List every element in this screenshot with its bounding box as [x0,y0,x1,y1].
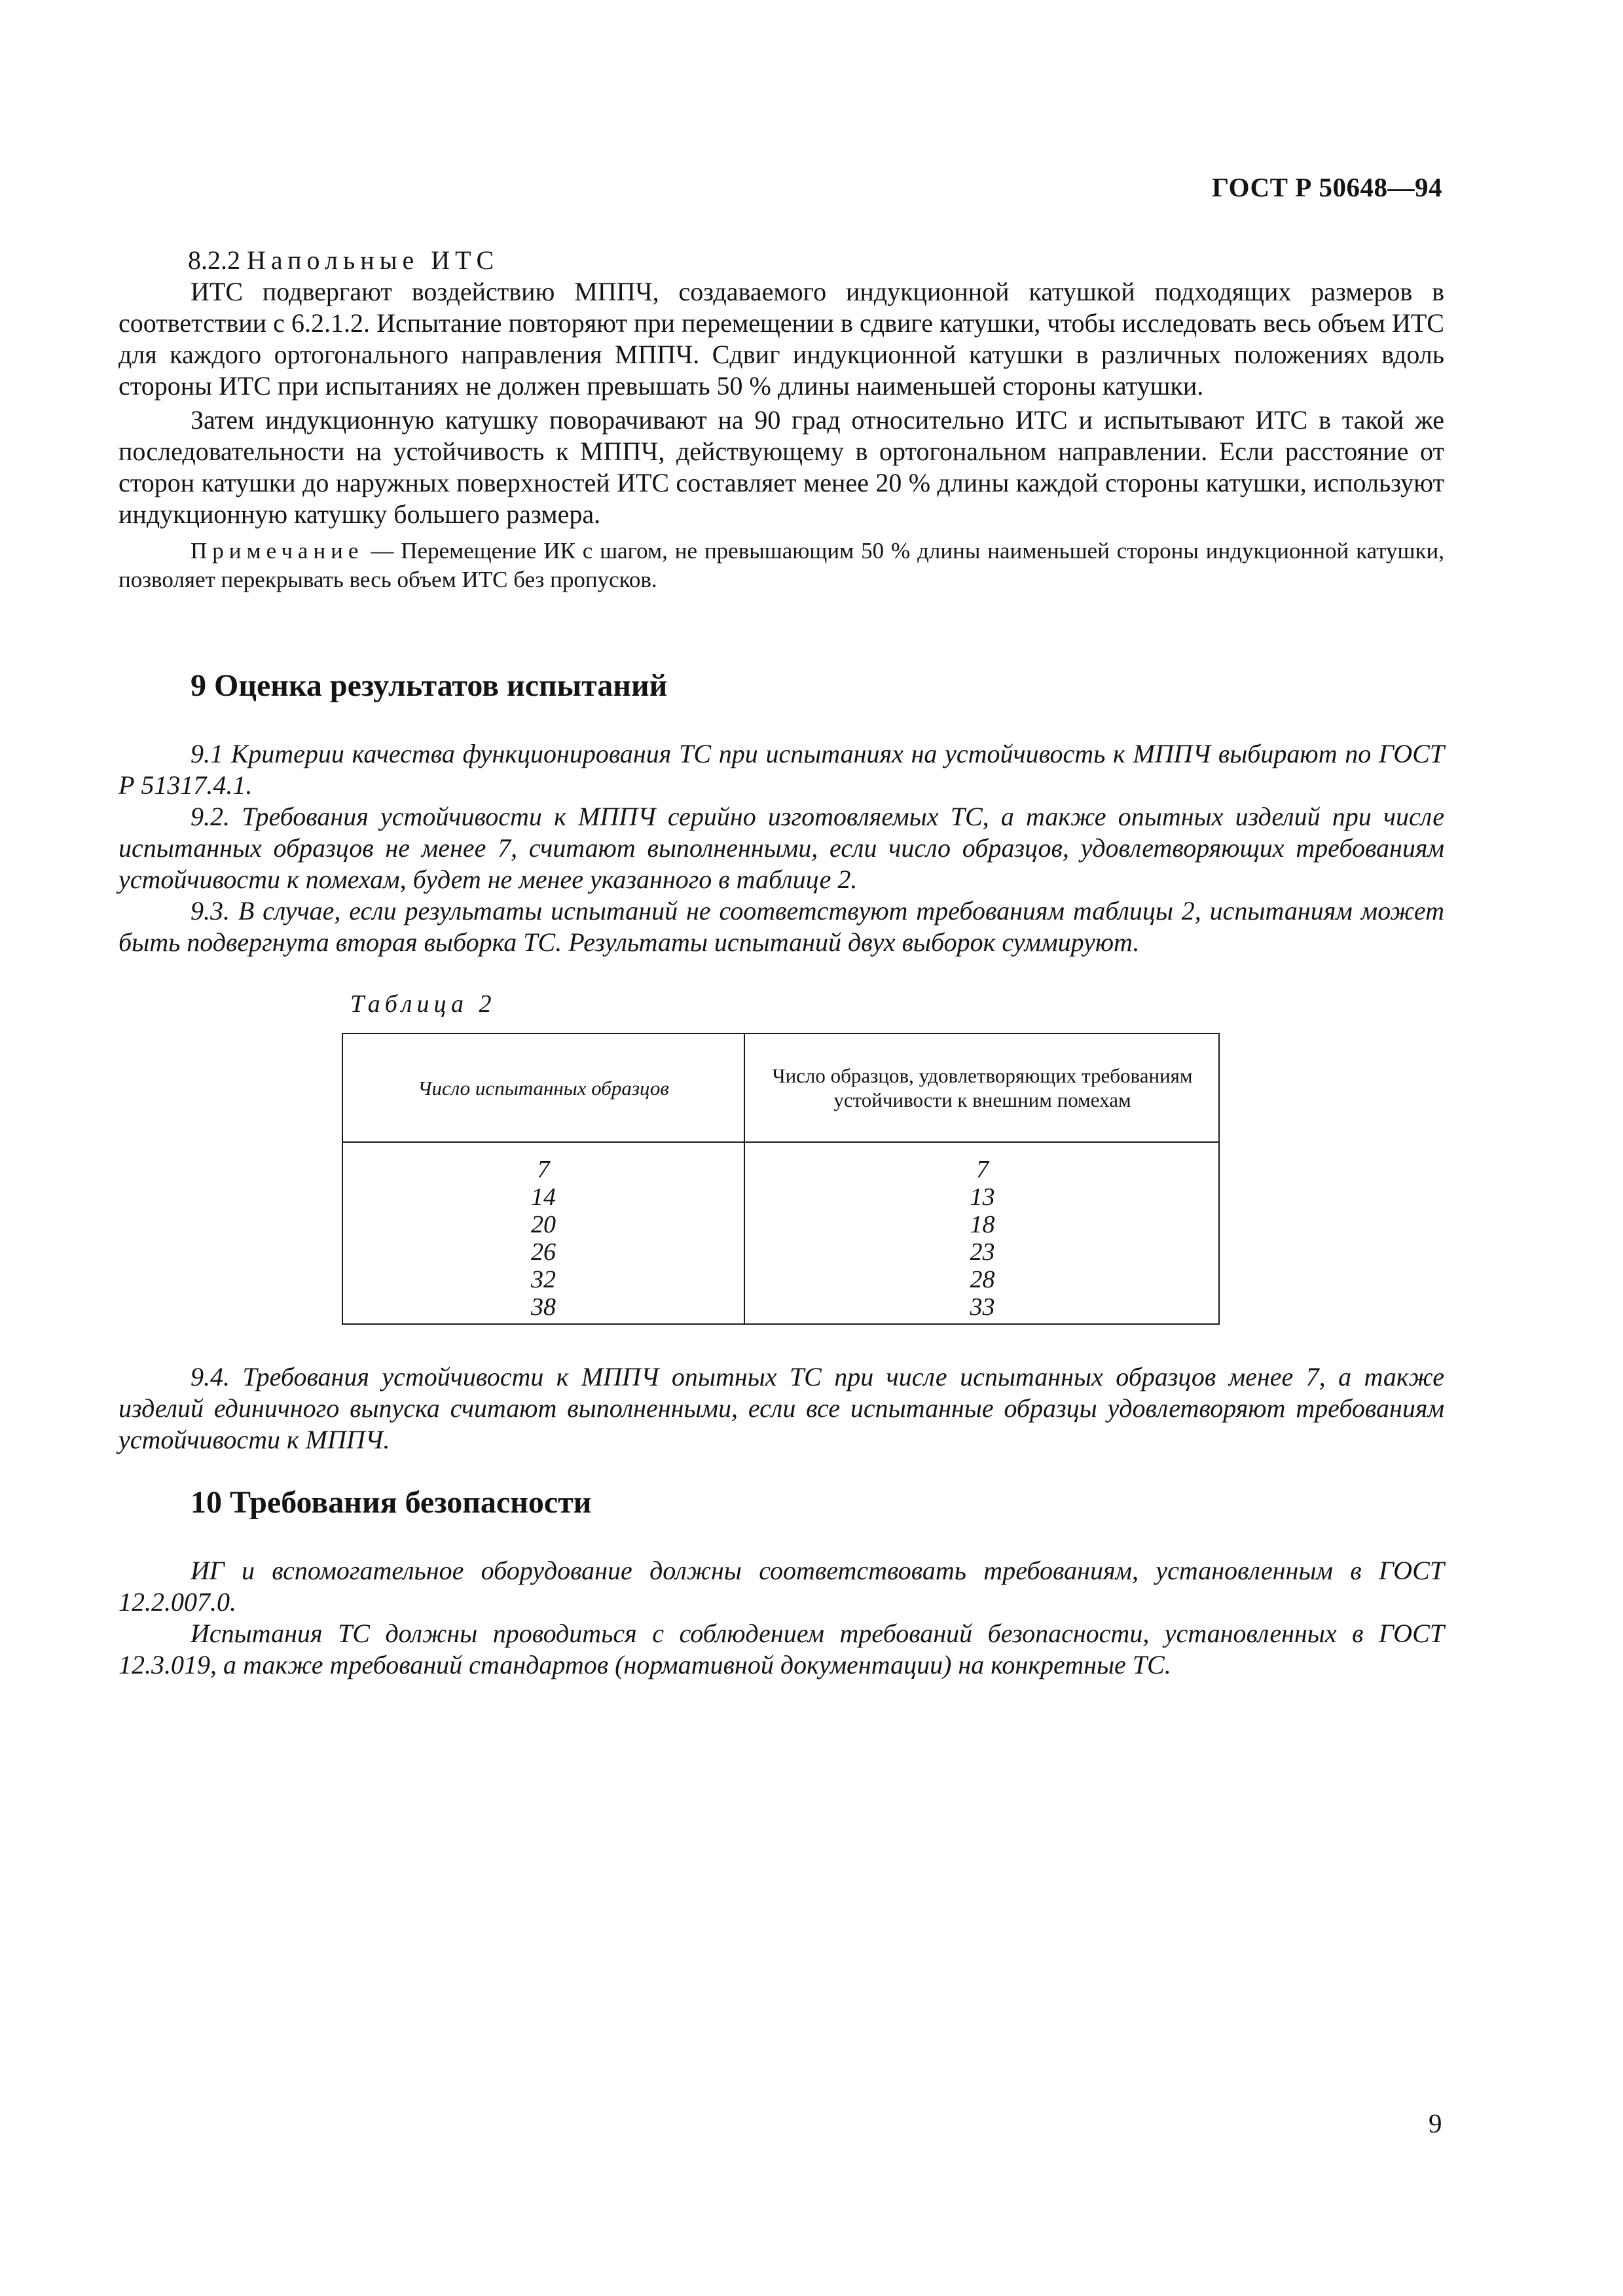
paragraph-8-2-2-2: Затем индукционную катушку поворачивают на 90 град относительно ИТС и испытывают ИТС в такой же последовательности на устойчивость к МППЧ, действующему в ортогональном направлении. Если расстояние от сторон катушки до наружных поверхностей ИТС составляет менее 20 % длины каждой стороны катушки, используют индукционную катушку большего размера. [119,405,1444,529]
table-cell: 13 [970,1183,995,1211]
table-header-passing-samples: Число образцов, удовлетворяющих требованиям устойчивости к внешним помехам [772,1064,1193,1111]
note [119,537,1444,594]
section-10-body [119,1555,1444,1681]
table-cell: 14 [531,1183,556,1211]
table-cell: 32 [531,1266,556,1293]
table-cell: 20 [531,1211,556,1238]
table-cell: 7 [976,1156,989,1183]
subsection-title: Напольные ИТС [247,245,500,275]
table-cell: 38 [531,1293,556,1321]
section-8-2-2 [119,245,1444,594]
paragraph-9-4: 9.4. Требования устойчивости к МППЧ опытных ТС при числе испытанных образцов менее 7, а также изделий единичного выпуска считают выполненными, если все испытанные образцы удовлетворяют требованиям устойчивости к МППЧ. [119,1362,1444,1454]
note-text: — Перемещение ИК с шагом, не превышающим 50 % длины наименьшей стороны индукционной катушки, позволяет перекрывать весь объем ИТС без пропусков. [119,538,1444,592]
table-cell: 7 [537,1156,550,1183]
table-cell: 28 [970,1266,995,1293]
table-header-tested-samples: Число испытанных образцов [418,1076,669,1100]
subsection-title-line [119,245,1444,276]
section-10-heading: 10 Требования безопасности [191,1485,592,1520]
document-code: ГОСТ Р 50648—94 [1212,172,1442,202]
section-9-body [119,738,1444,958]
table-cell: 33 [970,1293,995,1321]
table-caption: Таблица 2 [350,990,496,1018]
paragraph-10-2: Испытания ТС должны проводиться с соблюдением требований безопасности, установленных в ГОСТ 12.3.019, а также требований стандартов (нормативной документации) на конкретные ТС. [119,1619,1444,1679]
table-cell: 23 [970,1238,995,1266]
page-number: 9 [1429,2108,1442,2138]
table-cell: 26 [531,1238,556,1266]
section-9-4 [119,1361,1444,1456]
paragraph-10-1: ИГ и вспомогательное оборудование должны соответствовать требованиям, установленным в ГОСТ 12.2.007.0. [119,1556,1444,1617]
subsection-number: 8.2.2 [188,245,240,275]
paragraph-8-2-2-1: ИТС подвергают воздействию МППЧ, создаваемого индукционной катушкой подходящих размеров в соответствии с 6.2.1.2. Испытание повторяют при перемещении в сдвиге катушки, чтобы исследовать весь объем ИТС для каждого ортогонального направления МППЧ. Сдвиг индукционной катушки в различных положениях вдоль стороны ИТС при испытаниях не должен превышать 50 % длины наименьшей стороны катушки. [119,277,1444,401]
table-column-passing [745,1156,1220,1321]
note-label: Примечание [191,538,364,564]
table-column-tested [343,1156,744,1321]
table-cell: 18 [970,1211,995,1238]
paragraph-9-3: 9.3. В случае, если результаты испытаний не соответствуют требованиям таблицы 2, испытаниям может быть подвергнута вторая выборка ТС. Результаты испытаний двух выборок суммируют. [119,896,1444,957]
table-2 [342,1033,1220,1325]
paragraph-9-1: 9.1 Критерии качества функционирования ТС при испытаниях на устойчивость к МППЧ выбирают по ГОСТ Р 51317.4.1. [119,739,1444,800]
section-9-heading: 9 Оценка результатов испытаний [191,668,668,703]
table-header-divider [343,1141,1218,1143]
paragraph-9-2: 9.2. Требования устойчивости к МППЧ серийно изготовляемых ТС, а также опытных изделий при числе испытанных образцов не менее 7, считают выполненными, если число образцов, удовлетворяющих требованиям устойчивости к помехам, будет не менее указанного в таблице 2. [119,802,1444,894]
